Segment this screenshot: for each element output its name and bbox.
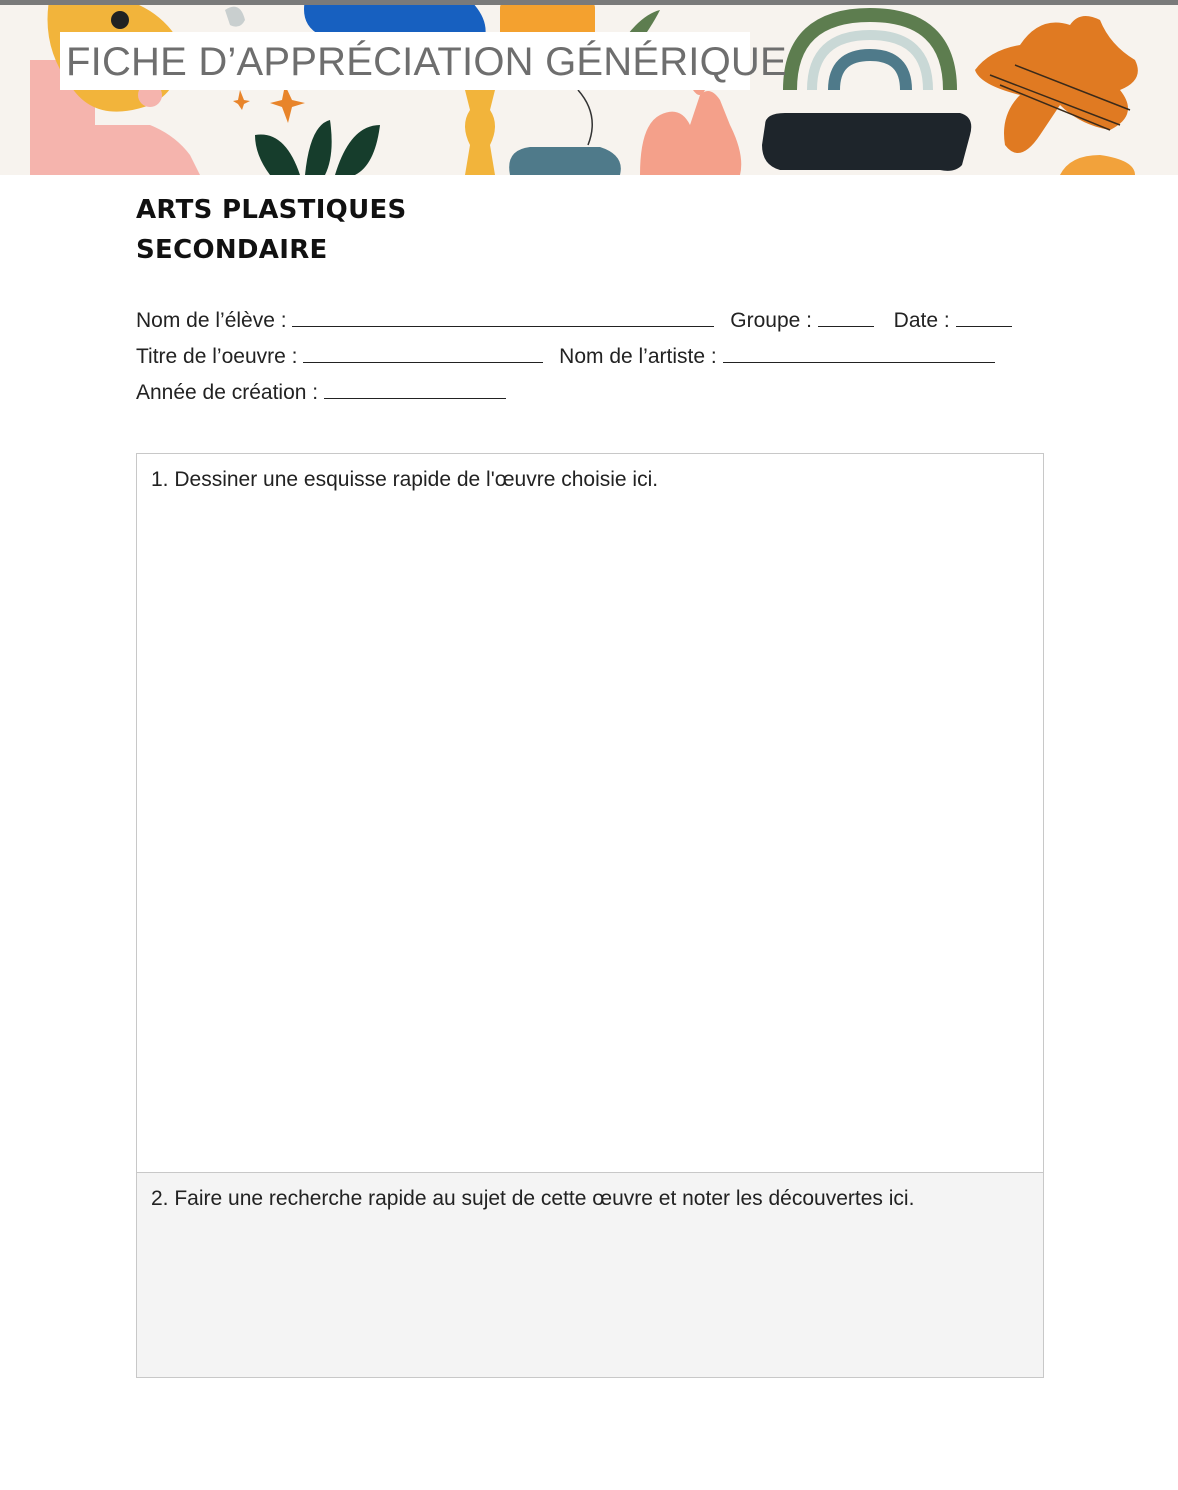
subject-line-2: SECONDAIRE: [136, 235, 328, 265]
creation-year-blank[interactable]: [324, 378, 506, 399]
artwork-info-row: [136, 342, 995, 371]
student-name-label: Nom de l’élève :: [136, 309, 287, 332]
artist-name-blank[interactable]: [723, 342, 995, 363]
subject-heading: [136, 190, 407, 270]
artwork-title-label: Titre de l’oeuvre :: [136, 345, 298, 368]
question-1: 1. Dessiner une esquisse rapide de l'œuvre choisie ici.: [151, 468, 659, 491]
group-label: Groupe :: [730, 309, 812, 332]
page-title: FICHE D’APPRÉCIATION GÉNÉRIQUE: [66, 40, 787, 84]
year-info-row: [136, 378, 506, 407]
subject-line-1: ARTS PLASTIQUES: [136, 195, 407, 225]
date-blank[interactable]: [956, 306, 1012, 327]
student-name-blank[interactable]: [292, 306, 714, 327]
artist-name-label: Nom de l’artiste :: [559, 345, 717, 368]
artwork-title-blank[interactable]: [303, 342, 543, 363]
question-2: 2. Faire une recherche rapide au sujet de cette œuvre et noter les découvertes ici.: [151, 1187, 915, 1210]
abstract-shapes-illustration: [0, 5, 1178, 175]
group-blank[interactable]: [818, 306, 874, 327]
student-info-row: [136, 306, 1012, 335]
research-answer-box[interactable]: [136, 1172, 1044, 1378]
creation-year-label: Année de création :: [136, 381, 319, 404]
sketch-answer-box[interactable]: [136, 453, 1044, 1173]
date-label: Date :: [893, 309, 950, 332]
decorative-banner: [0, 5, 1178, 175]
